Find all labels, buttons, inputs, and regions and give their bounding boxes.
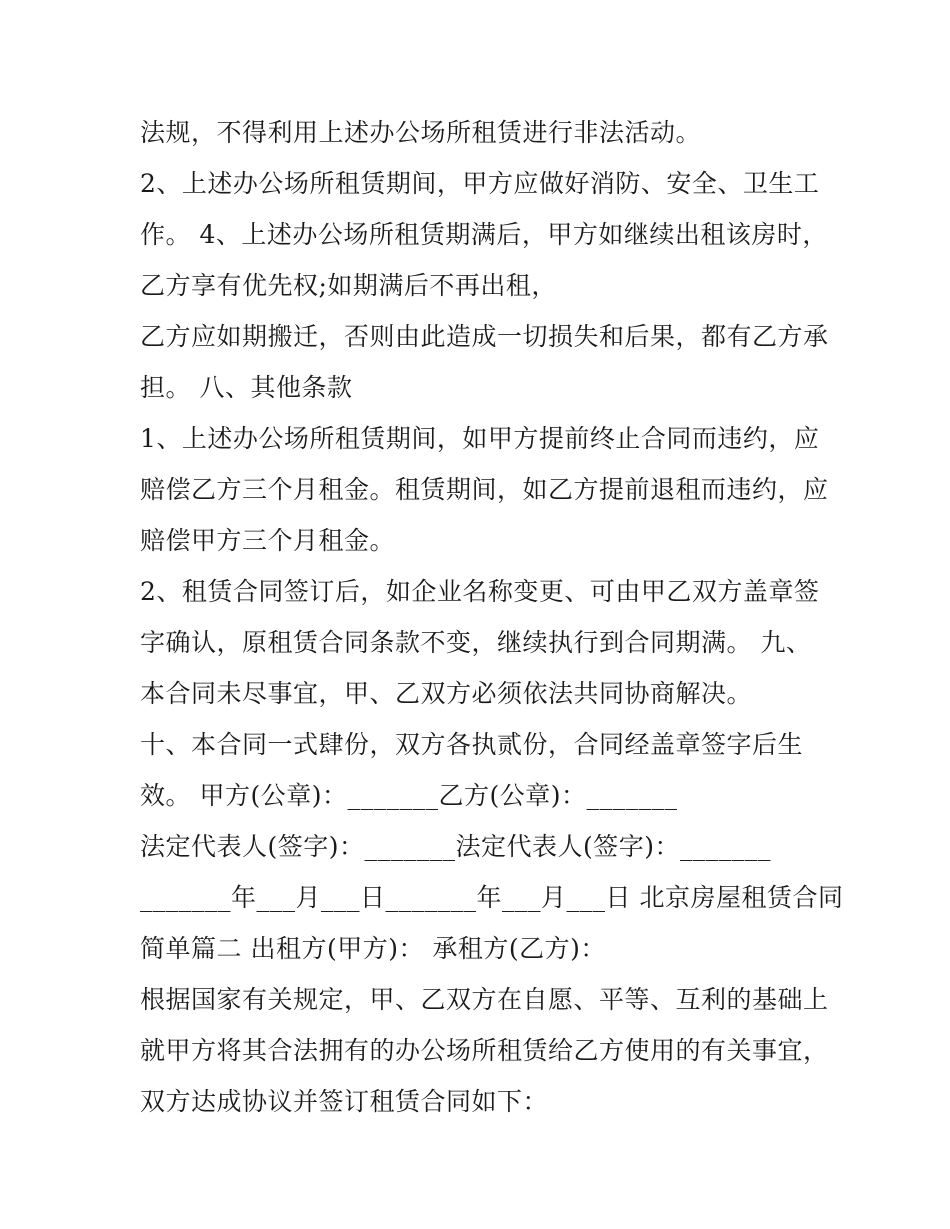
text-line: 简单篇二 出租方(甲方)： 承租方(乙方)： bbox=[140, 934, 606, 963]
text-line: 就甲方将其合法拥有的办公场所租赁给乙方使用的有关事宜， bbox=[140, 1036, 829, 1065]
text-line: 字确认，原租赁合同条款不变，继续执行到合同期满。 九、 bbox=[140, 628, 812, 657]
text-line: 法规，不得利用上述办公场所租赁进行非法活动。 bbox=[140, 118, 702, 147]
text-line: 本合同未尽事宜，甲、乙双方必须依法共同协商解决。 bbox=[140, 679, 753, 708]
text-line: 乙方享有优先权;如期满后不再出租， bbox=[140, 271, 557, 300]
text-line: 十、本合同一式肆份，双方各执贰份，合同经盖章签字后生 bbox=[140, 730, 804, 759]
text-line: 双方达成协议并签订租赁合同如下： bbox=[140, 1087, 549, 1116]
text-line: 法定代表人(签字)：_______法定代表人(签字)：_______ bbox=[140, 832, 772, 861]
text-line: _______年___月___日_______年___月___日 北京房屋租赁合同 bbox=[140, 883, 844, 912]
text-line: 2、租赁合同签订后，如企业名称变更、可由甲乙双方盖章签 bbox=[140, 577, 820, 606]
text-line: 担。 八、其他条款 bbox=[140, 373, 353, 402]
text-line: 赔偿乙方三个月租金。租赁期间，如乙方提前退租而违约，应 bbox=[140, 475, 829, 504]
text-line: 赔偿甲方三个月租金。 bbox=[140, 526, 396, 555]
body-text bbox=[140, 107, 844, 1127]
text-line: 根据国家有关规定，甲、乙双方在自愿、平等、互利的基础上 bbox=[140, 985, 829, 1014]
text-line: 乙方应如期搬迁，否则由此造成一切损失和后果，都有乙方承 bbox=[140, 322, 829, 351]
text-line: 作。 4、上述办公场所租赁期满后，甲方如继续出租该房时， bbox=[140, 220, 828, 249]
text-line: 2、上述办公场所租赁期间，甲方应做好消防、安全、卫生工 bbox=[140, 169, 820, 198]
text-line: 效。 甲方(公章)：_______乙方(公章)：_______ bbox=[140, 781, 678, 810]
text-line: 1、上述办公场所租赁期间，如甲方提前终止合同而违约，应 bbox=[140, 424, 820, 453]
